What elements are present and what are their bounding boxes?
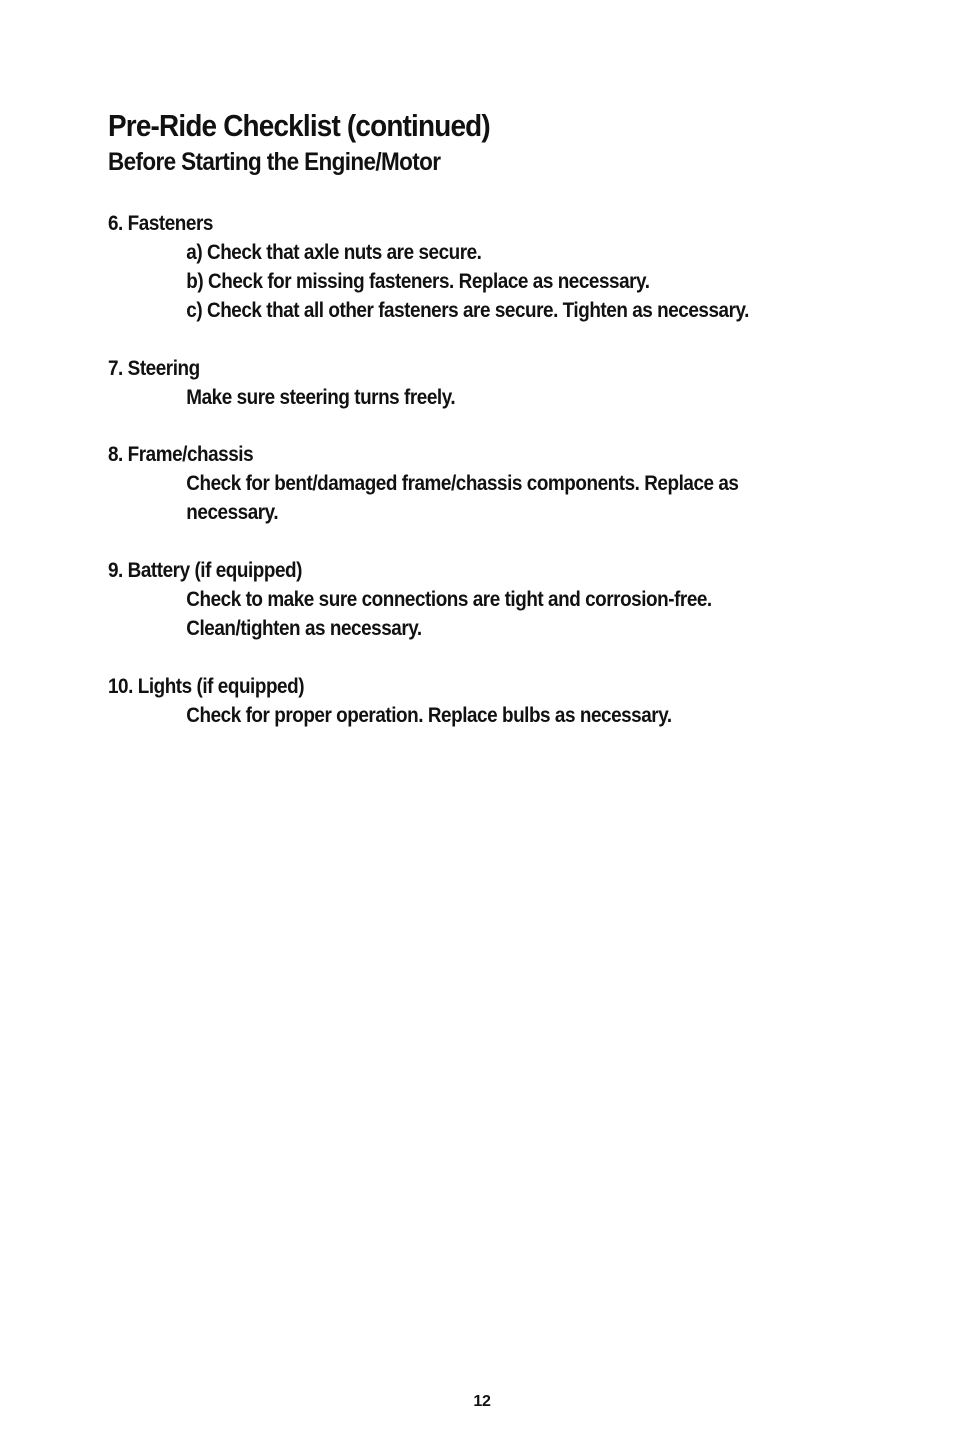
item-text: b) Check for missing fasteners. Replace as necessary. — [186, 270, 650, 293]
checklist-item-fasteners — [108, 209, 868, 325]
item-heading: 9. Battery (if equipped) — [108, 559, 302, 582]
item-heading: 8. Frame/chassis — [108, 443, 254, 466]
checklist-item-lights — [108, 672, 868, 730]
item-text: Check for proper operation. Replace bulbs as necessary. — [186, 704, 672, 727]
item-text: Clean/tighten as necessary. — [186, 617, 422, 640]
item-text: Check to make sure connections are tight and corrosion-free. — [186, 588, 712, 611]
item-heading: 7. Steering — [108, 357, 200, 380]
checklist-item-battery — [108, 556, 868, 643]
checklist-item-frame — [108, 440, 868, 527]
item-text: necessary. — [186, 501, 279, 524]
item-text: c) Check that all other fasteners are secure. Tighten as necessary. — [186, 299, 749, 322]
page-number: 12 — [473, 1393, 491, 1410]
item-heading: 6. Fasteners — [108, 212, 213, 235]
item-heading: 10. Lights (if equipped) — [108, 675, 305, 698]
page-title: Pre-Ride Checklist (continued) — [108, 108, 490, 143]
item-text: Make sure steering turns freely. — [186, 386, 456, 409]
item-text: a) Check that axle nuts are secure. — [186, 241, 482, 264]
item-text: Check for bent/damaged frame/chassis components. Replace as — [186, 472, 739, 495]
checklist-item-steering — [108, 354, 868, 412]
page-subtitle: Before Starting the Engine/Motor — [108, 148, 441, 176]
